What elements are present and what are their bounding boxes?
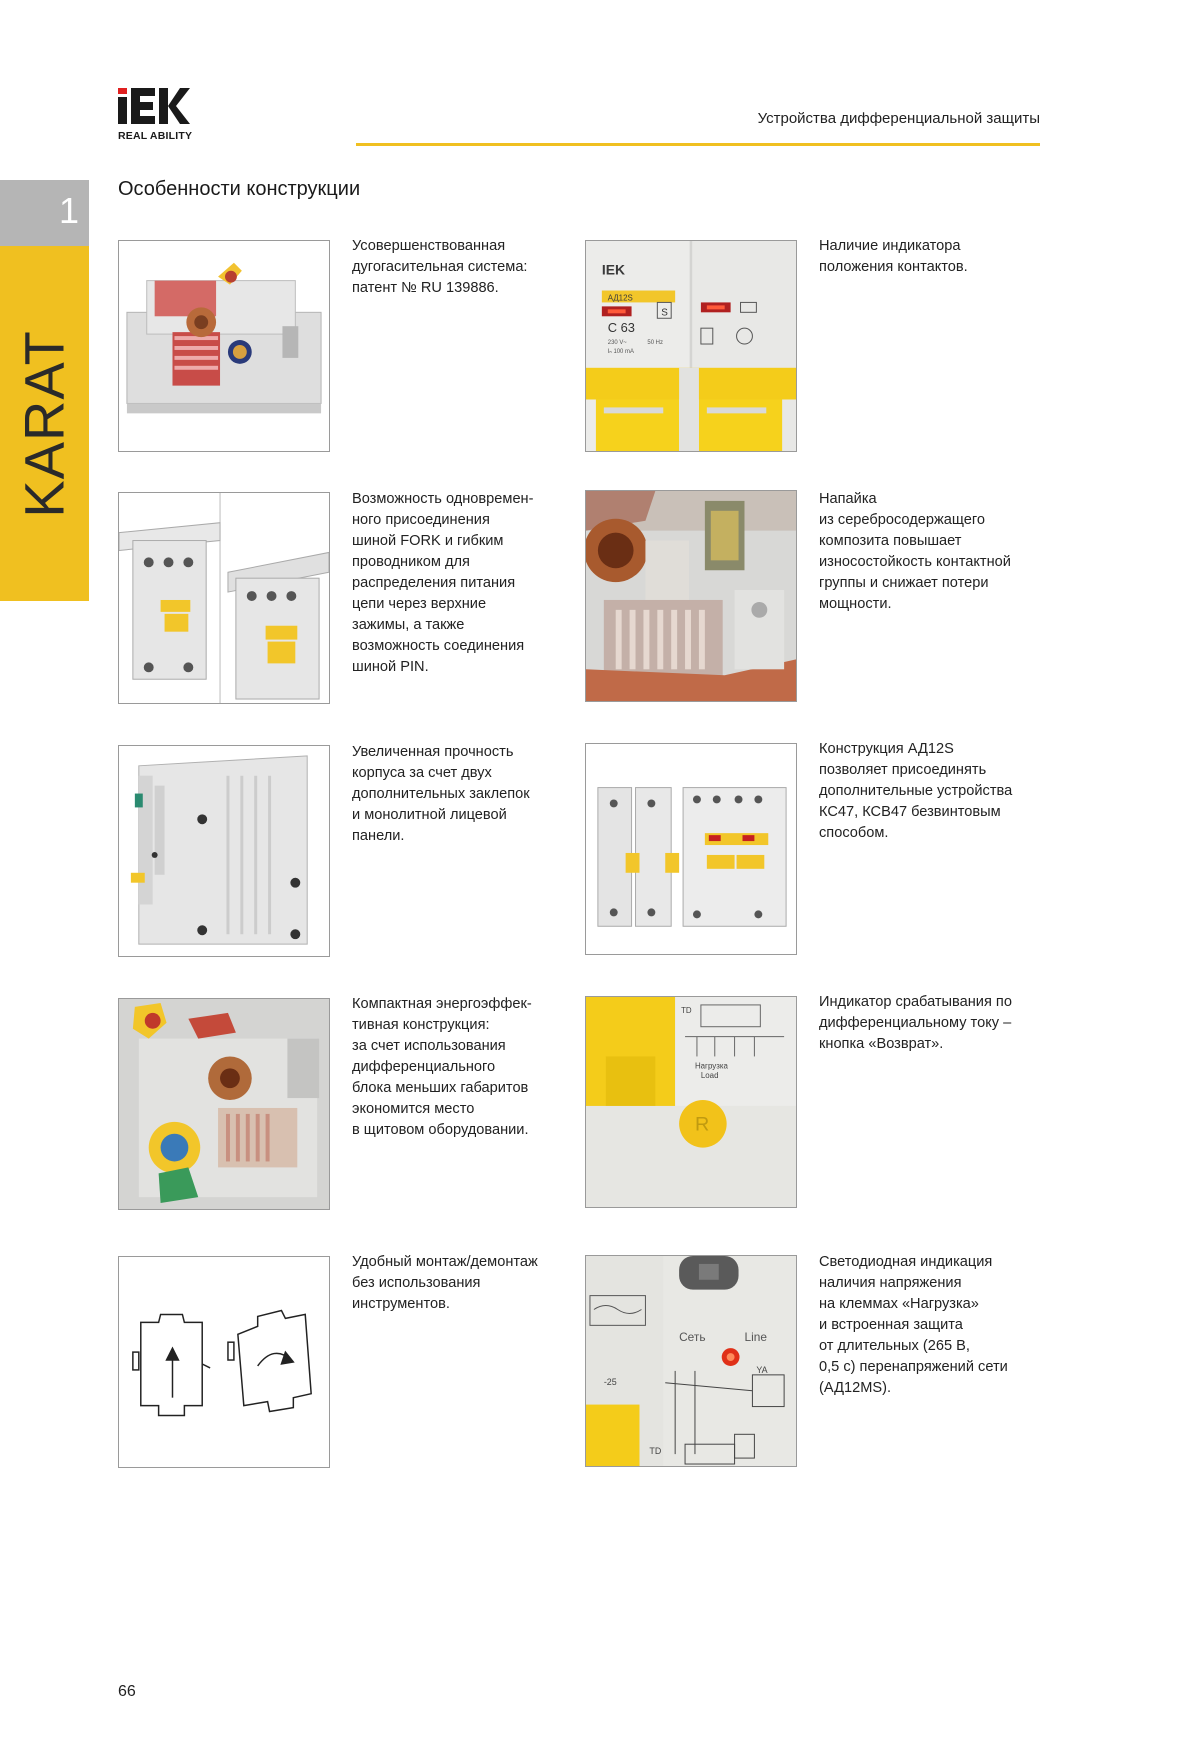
feature-text: Усовершенствованная дугогасительная система: патент № RU 139886. [352, 238, 528, 296]
iek-logo [118, 88, 208, 142]
image-line-en: Line [744, 1330, 767, 1345]
led-indication-photo [585, 1255, 797, 1467]
logo-tagline: REAL ABILITY [118, 130, 193, 142]
image-line-ru: Сеть [679, 1330, 706, 1345]
section-number-tab [0, 180, 89, 246]
contact-position-indicator-photo [585, 240, 797, 452]
image-td-mark-2: TD [649, 1446, 662, 1457]
image-rating-label: C 63 [607, 320, 635, 336]
page-title: Особенности конструкции [118, 178, 361, 200]
tool-free-mounting-diagram [118, 1256, 330, 1468]
image-load-ru: Нагрузка [694, 1061, 728, 1071]
image-spec-frequency: 50 Hz [647, 340, 663, 347]
compact-design-photo [118, 998, 330, 1210]
arc-extinguishing-system-photo [118, 240, 330, 452]
image-ya-mark: YA [756, 1364, 768, 1375]
contact-soldering-photo [585, 490, 797, 702]
feature-text: Светодиодная индикация наличия напряжения на клеммах «Нагрузка» и встроенная защита от длительных (265 В, 0,5 с) перенапряжений сети (АД12MS). [819, 1254, 1008, 1396]
image-class-mark: S [661, 307, 668, 319]
accessory-attachment-photo [585, 743, 797, 955]
image-model-label: АД12S [607, 293, 633, 303]
feature-text: Наличие индикатора положения контактов. [819, 238, 968, 275]
image-td-mark: TD [681, 1005, 692, 1015]
header-category: Устройства дифференциальной защиты [757, 110, 1040, 127]
feature-text: Напайка из серебросодержащего композита повышает износостойкость контактной группы и снижает потери мощности. [819, 491, 1011, 612]
busbar-connection-photo [118, 492, 330, 704]
image-spec-voltage: 230 V~ [607, 340, 627, 347]
feature-text: Индикатор срабатывания по дифференциальному току – кнопка «Возврат». [819, 994, 1012, 1052]
image-spec-current: Iₙ 100 mA [607, 348, 634, 355]
header-divider [356, 143, 1040, 146]
page-number: 66 [118, 1683, 136, 1700]
riveted-housing-photo [118, 745, 330, 957]
image-temp-mark: -25 [603, 1376, 617, 1387]
feature-text: Увеличенная прочность корпуса за счет двух дополнительных заклепок и монолитной лицевой панели. [352, 744, 530, 844]
iek-logo-mark [118, 88, 190, 124]
section-name-band [0, 246, 89, 601]
image-brand-mark: IEK [601, 261, 625, 278]
image-reset-key: R [694, 1113, 710, 1136]
feature-text: Удобный монтаж/демонтаж без использования инструментов. [352, 1254, 538, 1312]
feature-text: Возможность одновремен- ного присоединения шиной FORK и гибким проводником для распределения питания цепи через верхние зажимы, а также возможность соединения шиной PIN. [352, 491, 534, 675]
reset-button-photo [585, 996, 797, 1208]
section-name: KARAT [12, 330, 76, 518]
section-number: 1 [58, 190, 79, 231]
feature-text: Компактная энергоэффек- тивная конструкция: за счет использования дифференциального блока меньших габаритов экономится место в щитовом оборудовании. [352, 996, 532, 1138]
image-load-en: Load [700, 1071, 719, 1081]
feature-text: Конструкция АД12S позволяет присоединять дополнительные устройства КС47, КСВ47 безвинтовым способом. [819, 741, 1013, 841]
